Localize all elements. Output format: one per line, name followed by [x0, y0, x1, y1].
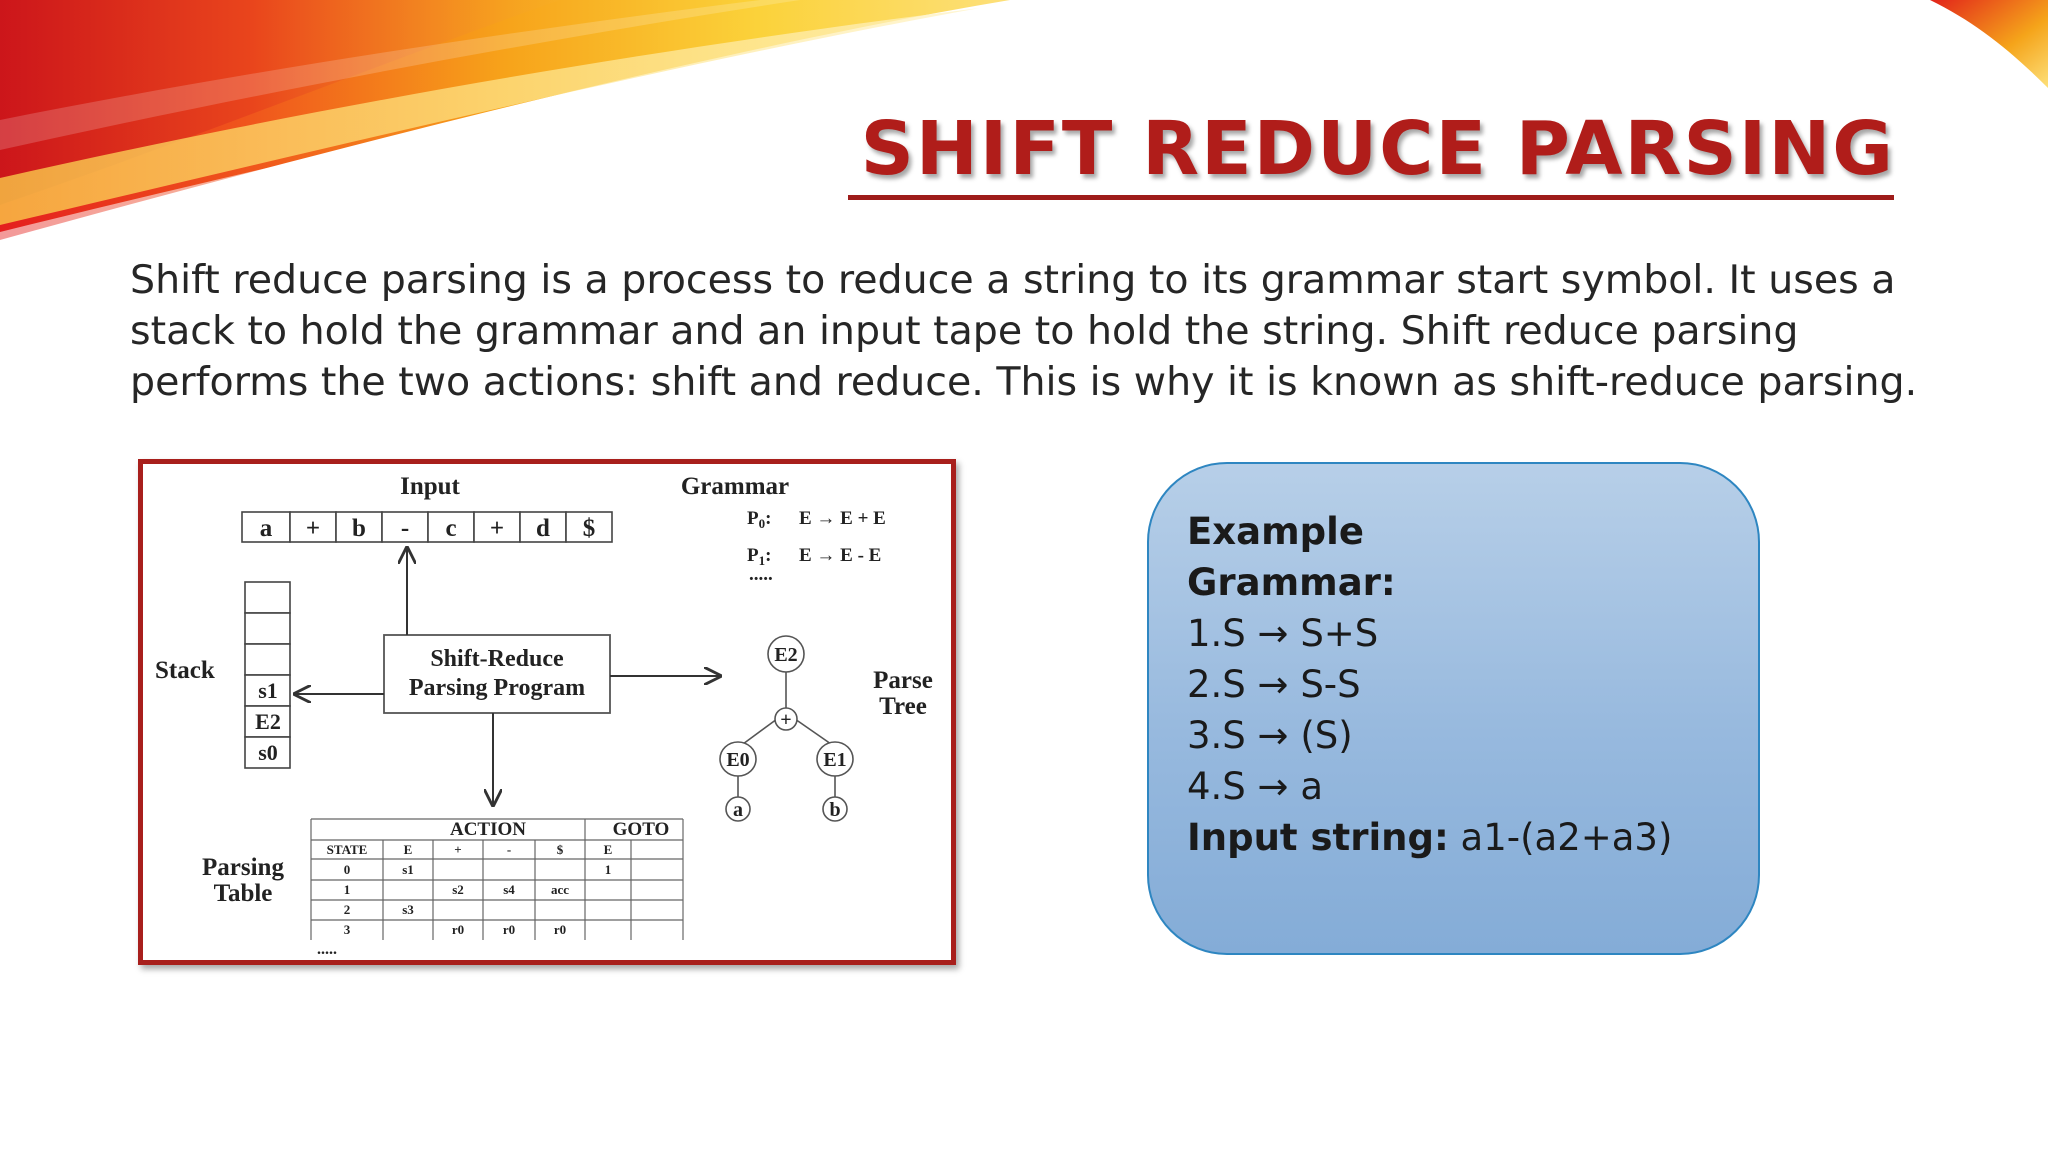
- grammar-p1: $P_1$:: [747, 545, 772, 568]
- grammar-p1-sub: 1: [758, 553, 766, 568]
- stack-label: Stack: [155, 657, 215, 684]
- input-tape-cell: +: [305, 515, 321, 542]
- parse-tree-label-2: Tree: [879, 693, 927, 720]
- shift-reduce-diagram: [138, 459, 956, 965]
- table-column-header: E: [403, 842, 413, 857]
- grammar-rule: 1.S → S+S: [1187, 612, 1379, 655]
- input-tape-cell: b: [352, 515, 366, 542]
- parsing-table-label-2: Table: [213, 880, 273, 907]
- example-heading: Example: [1187, 510, 1364, 553]
- table-column-header: E: [603, 842, 613, 857]
- grammar-more: .....: [749, 564, 773, 585]
- parsing-program-line2: Parsing Program: [408, 675, 586, 701]
- stack-cell: s0: [258, 740, 278, 765]
- parsing-program-line1: Shift-Reduce: [430, 646, 564, 672]
- table-cell: acc: [550, 882, 570, 897]
- parsing-table-label-1: Parsing: [202, 854, 284, 881]
- stack-cell: E2: [255, 709, 281, 734]
- grammar-p0-rule: E → E + E: [799, 508, 886, 529]
- tree-node-op-label: +: [780, 709, 792, 731]
- table-cell: r0: [553, 922, 567, 937]
- table-goto-header: GOTO: [612, 819, 670, 840]
- parse-tree-label-1: Parse: [873, 667, 933, 694]
- slide-title: SHIFT REDUCE PARSING: [860, 106, 1895, 192]
- input-string: [1187, 812, 1758, 863]
- input-tape-cell: +: [489, 515, 505, 542]
- input-string-label: Input string:: [1187, 816, 1449, 859]
- diagram-canvas: [143, 464, 951, 960]
- title-underline: [848, 195, 1894, 200]
- stack-cell: s1: [258, 678, 278, 703]
- table-cell: r0: [502, 922, 516, 937]
- tree-node-left-label: E0: [726, 749, 750, 771]
- grammar-p1-label: P: [747, 545, 759, 566]
- table-cell: 3: [343, 922, 351, 937]
- grammar-p0: $P_0$:: [747, 508, 772, 531]
- table-cell: s3: [402, 902, 414, 917]
- tree-node-root-label: E2: [774, 644, 798, 666]
- table-column-header: -: [506, 842, 512, 857]
- input-tape-cell: -: [400, 515, 410, 542]
- tree-leaf-left-label: a: [733, 799, 743, 821]
- grammar-rule: 3.S → (S): [1187, 714, 1353, 757]
- grammar-heading: Grammar:: [1187, 561, 1396, 604]
- table-cell: s2: [452, 882, 464, 897]
- grammar-rule: 2.S → S-S: [1187, 663, 1361, 706]
- grammar-p1-rule: E → E - E: [799, 545, 882, 566]
- intro-paragraph: Shift reduce parsing is a process to reduce a string to its grammar start symbol. It uses a stack to hold the grammar and an input tape to hold the string. Shift reduce parsing performs the two actions: shift and reduce. This is why it is known as shift-reduce parsing.: [130, 257, 1918, 405]
- input-tape-cell: d: [536, 515, 550, 542]
- table-action-header: ACTION: [449, 819, 527, 840]
- table-cell: s1: [402, 862, 414, 877]
- input-tape-cell: $: [582, 515, 596, 542]
- table-more: .....: [317, 941, 337, 958]
- table-cell: 2: [343, 902, 351, 917]
- grammar-p0-sub: 0: [758, 516, 766, 531]
- table-cell: s4: [503, 882, 515, 897]
- grammar-label: Grammar: [680, 473, 790, 500]
- input-string-value: a1-(a2+a3): [1448, 816, 1673, 859]
- table-cell: 1: [343, 882, 351, 897]
- table-column-header: STATE: [326, 842, 368, 857]
- table-column-header: +: [454, 842, 462, 857]
- table-cell: 1: [604, 862, 612, 877]
- tree-leaf-right-label: b: [829, 799, 841, 821]
- input-label: Input: [400, 473, 460, 500]
- table-column-header: $: [556, 842, 564, 857]
- grammar-rule: 4.S → a: [1187, 765, 1323, 808]
- table-cell: 0: [343, 862, 351, 877]
- input-tape-cell: a: [259, 515, 273, 542]
- example-grammar-box: [1147, 462, 1760, 955]
- tree-node-right-label: E1: [823, 749, 847, 771]
- input-tape-cell: c: [445, 515, 457, 542]
- grammar-p0-label: P: [747, 508, 759, 529]
- input-tape: [242, 512, 612, 542]
- table-cell: r0: [451, 922, 465, 937]
